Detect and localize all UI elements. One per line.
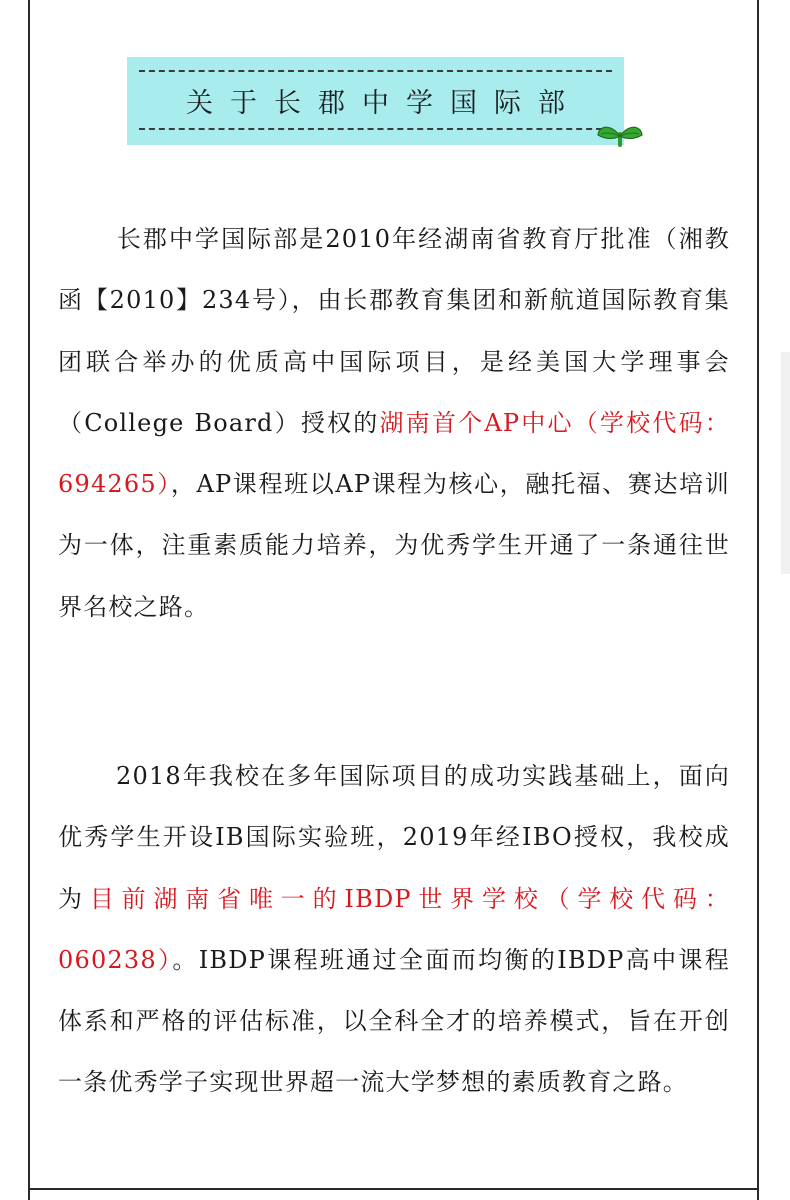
scroll-indicator <box>781 352 790 574</box>
title-dashed-frame <box>139 70 612 130</box>
ibdp-school-highlight: 目前湖南省唯一的IBDP世界学校（学校代码：060238） <box>58 884 730 974</box>
page-title: 关于长郡中学国际部 <box>186 87 582 119</box>
intro-paragraph-ap <box>58 209 730 638</box>
paragraph-text: 2018年我校在多年国际项目的成功实践基础上，面向优秀学生开设IB国际实验班，2019年经IBO授权，我校成为 <box>58 762 730 913</box>
frame-bottom-border <box>28 1188 759 1190</box>
title-banner <box>127 57 624 145</box>
intro-paragraph-ib <box>58 746 730 1114</box>
paragraph-text: ，AP课程班以AP课程为核心，融托福、赛达培训为一体，注重素质能力培养，为优秀学生开通了一条通往世界名校之路。 <box>58 470 730 621</box>
ap-center-highlight: 湖南首个AP中心（学校代码：694265） <box>58 408 730 499</box>
sprout-icon <box>596 120 644 148</box>
frame-left-border <box>28 0 30 1200</box>
paragraph-text: 长郡中学国际部是2010年经湖南省教育厅批准（湘教函【2010】234号），由长郡教育集团和新航道国际教育集团联合举办的优质高中国际项目，是经美国大学理事会（College Board）授权的 <box>58 225 730 437</box>
paragraph-text: 。IBDP课程班通过全面而均衡的IBDP高中课程体系和严格的评估标准，以全科全才的培养模式，旨在开创一条优秀学子实现世界超一流大学梦想的素质教育之路。 <box>58 945 730 1097</box>
frame-right-border <box>757 0 759 1200</box>
